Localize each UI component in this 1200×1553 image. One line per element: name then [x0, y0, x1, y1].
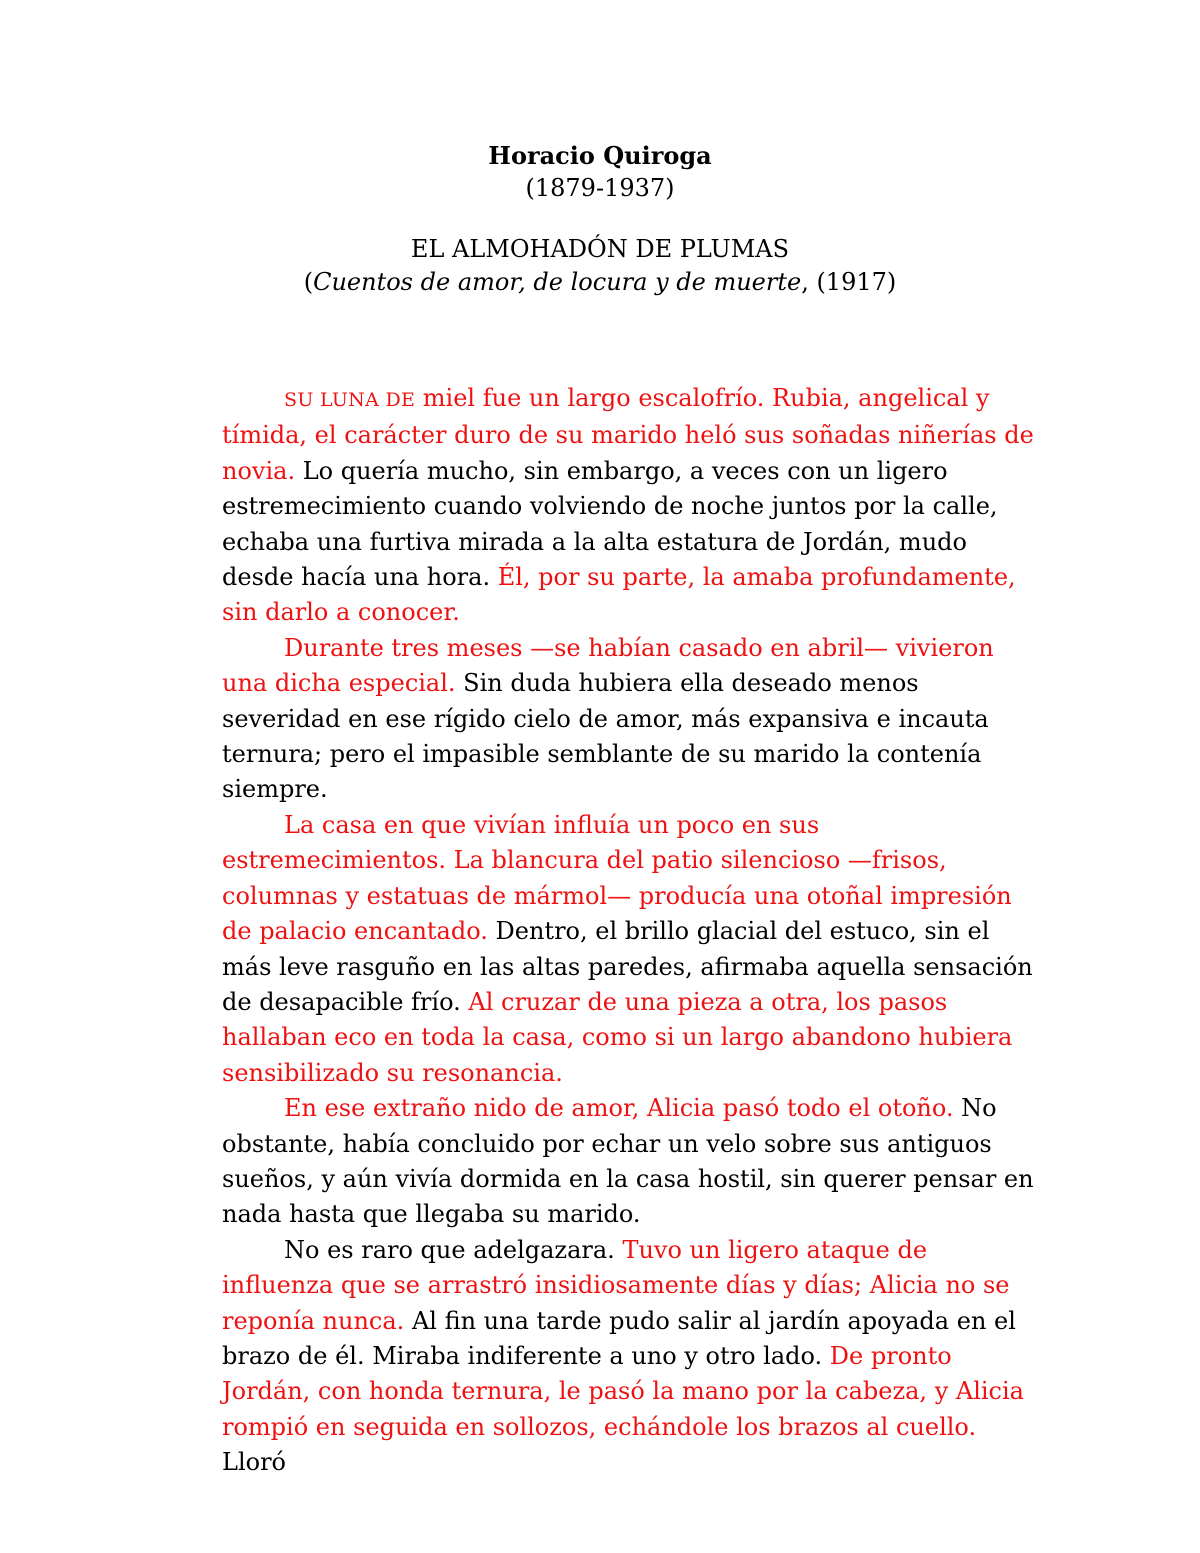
author-name: Horacio Quiroga [488, 141, 712, 170]
text-segment: No es raro que adelgazara. [284, 1235, 623, 1264]
collection-open-paren: ( [303, 268, 314, 296]
text-segment: Durante tres meses —se habían casado en abril— vivieron una dicha especial. [222, 633, 994, 698]
text-segment: miel fue un largo escalofrío. Rubia, angelical y tímida, el carácter duro de su marido heló sus soñadas niñerías de novia. [222, 384, 1034, 485]
paragraph [222, 631, 1037, 808]
collection-line [0, 266, 1200, 299]
author-years: (1879-1937) [525, 174, 675, 202]
story-title: EL ALMOHADÓN DE PLUMAS [410, 235, 790, 263]
text-segment: En ese extraño nido de amor, Alicia pasó todo el otoño. [284, 1094, 954, 1123]
paragraph [222, 808, 1037, 1091]
text-segment: SU LUNA DE [284, 389, 416, 411]
paragraph [222, 381, 1037, 631]
text-segment: Dentro, el brillo glacial del estuco, sin el más leve rasguño en las altas paredes, afirmaba aquella sensación de desapacible frío. [222, 917, 1033, 1016]
collection-book-title: Cuentos de amor, de locura y de muerte [313, 268, 802, 296]
text-segment: Tuvo un ligero ataque de influenza que se arrastró insidiosamente días y días; Alicia no se reponía nunca. [222, 1235, 1010, 1335]
paragraph [222, 1091, 1037, 1233]
text-segment: De pronto Jordán, con honda ternura, le pasó la mano por la cabeza, y Alicia rompió en seguida en sollozos, echándole los brazos al cuello. [222, 1341, 1024, 1441]
text-segment: Él, por su parte, la amaba profundamente, sin darlo a conocer. [222, 563, 1016, 627]
text-segment: Al fin una tarde pudo salir al jardín apoyada en el brazo de él. Miraba indiferente a uno y otro lado. [222, 1306, 1016, 1370]
text-segment: Lo quería mucho, sin embargo, a veces con un ligero estremecimiento cuando volviendo de noche juntos por la calle, echaba una furtiva mirada a la alta estatura de Jordán, mudo desde hacía una hora. [222, 456, 998, 592]
text-segment: Al cruzar de una pieza a otra, los pasos hallaban eco en toda la casa, como si un largo abandono hubiera sensibilizado su resonancia. [222, 987, 1013, 1087]
text-segment: Sin duda hubiera ella deseado menos severidad en ese rígido cielo de amor, más expansiva e incauta ternura; pero el impasible semblante de su marido la contenía siempre. [222, 669, 989, 804]
text-segment: La casa en que vivían influía un poco en sus estremecimientos. La blancura del patio silencioso —frisos, columnas y estatuas de mármol— producía una otoñal impresión de palacio encantado. [222, 810, 1012, 946]
story-body [222, 381, 1037, 1481]
text-segment: No obstante, había concluido por echar un velo sobre sus antiguos sueños, y aún vivía dormida en la casa hostil, sin querer pensar en nada hasta que llegaba su marido. [222, 1094, 1034, 1229]
collection-year: , (1917) [801, 268, 897, 296]
paragraph [222, 1233, 1037, 1481]
text-segment: Lloró [222, 1448, 286, 1477]
